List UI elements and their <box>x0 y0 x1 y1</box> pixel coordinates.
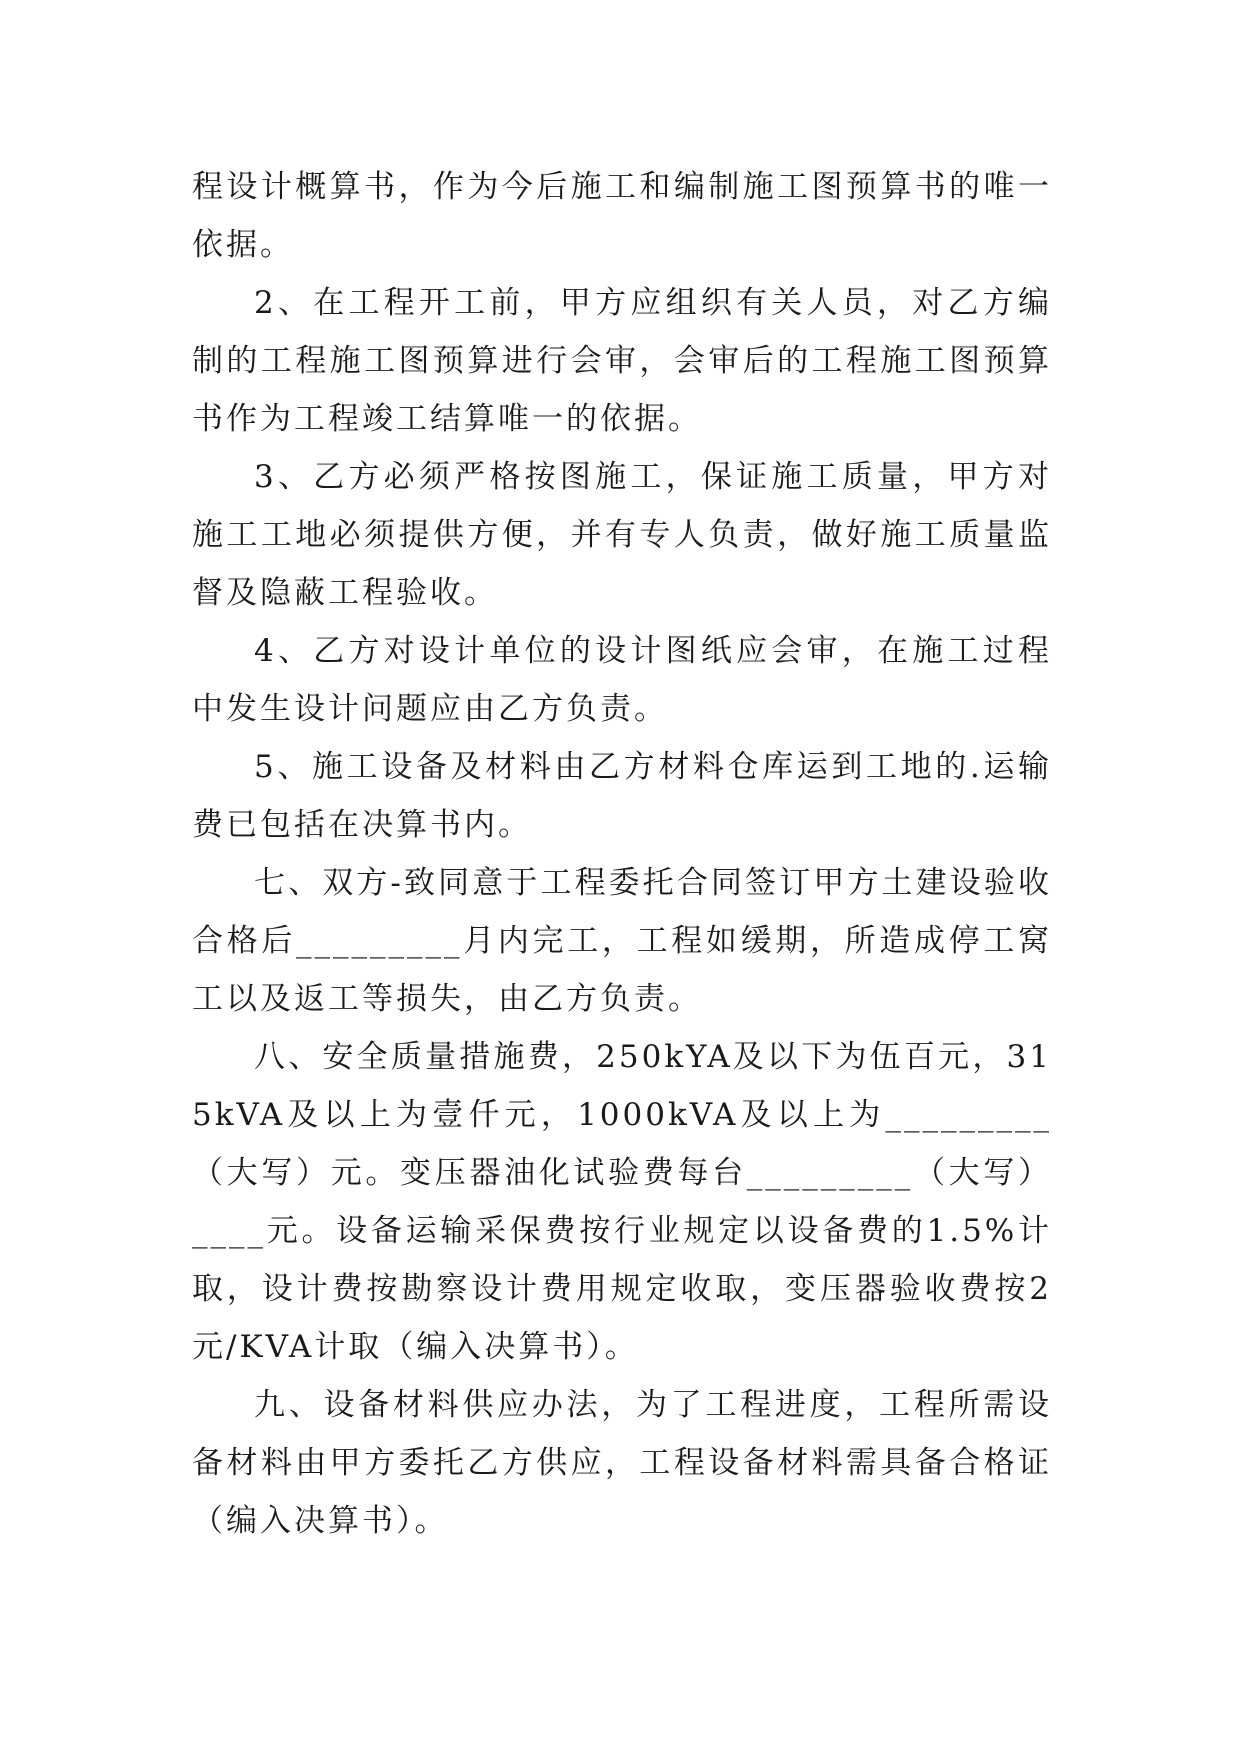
paragraph-item-5: 5、施工设备及材料由乙方材料仓库运到工地的.运输费已包括在决算书内。 <box>192 749 1052 843</box>
paragraph-section-7: 七、双方-致同意于工程委托合同签订甲方土建设验收合格后_________月内完工，工程如缓期，所造成停工窝工以及返工等损失，由乙方负责。 <box>192 865 1052 1017</box>
paragraph-item-2: 2、在工程开工前，甲方应组织有关人员，对乙方编制的工程施工图预算进行会审，会审后的工程施工图预算书作为工程竣工结算唯一的依据。 <box>192 285 1052 437</box>
paragraph-item-4: 4、乙方对设计单位的设计图纸应会审，在施工过程中发生设计问题应由乙方负责。 <box>192 633 1052 727</box>
paragraph-section-9: 九、设备材料供应办法，为了工程进度，工程所需设备材料由甲方委托乙方供应，工程设备材料需具备合格证（编入决算书）。 <box>192 1387 1052 1539</box>
paragraph-continuation: 程设计概算书，作为今后施工和编制施工图预算书的唯一依据。 <box>192 169 1052 263</box>
paragraph-item-3: 3、乙方必须严格按图施工，保证施工质量，甲方对施工工地必须提供方便，并有专人负责，做好施工质量监督及隐蔽工程验收。 <box>192 459 1052 611</box>
paragraph-section-8: 八、安全质量措施费，250kYA及以下为伍百元，315kVA及以上为壹仟元，1000kVA及以上为_________（大写）元。变压器油化试验费每台_________（大写）____元。设备运输采保费按行业规定以设备费的1.5%计取，设计费按勘察设计费用规定收取，变压器验收费按2元/KVA计取（编入决算书）。 <box>192 1039 1052 1365</box>
document-body <box>192 158 1052 1550</box>
